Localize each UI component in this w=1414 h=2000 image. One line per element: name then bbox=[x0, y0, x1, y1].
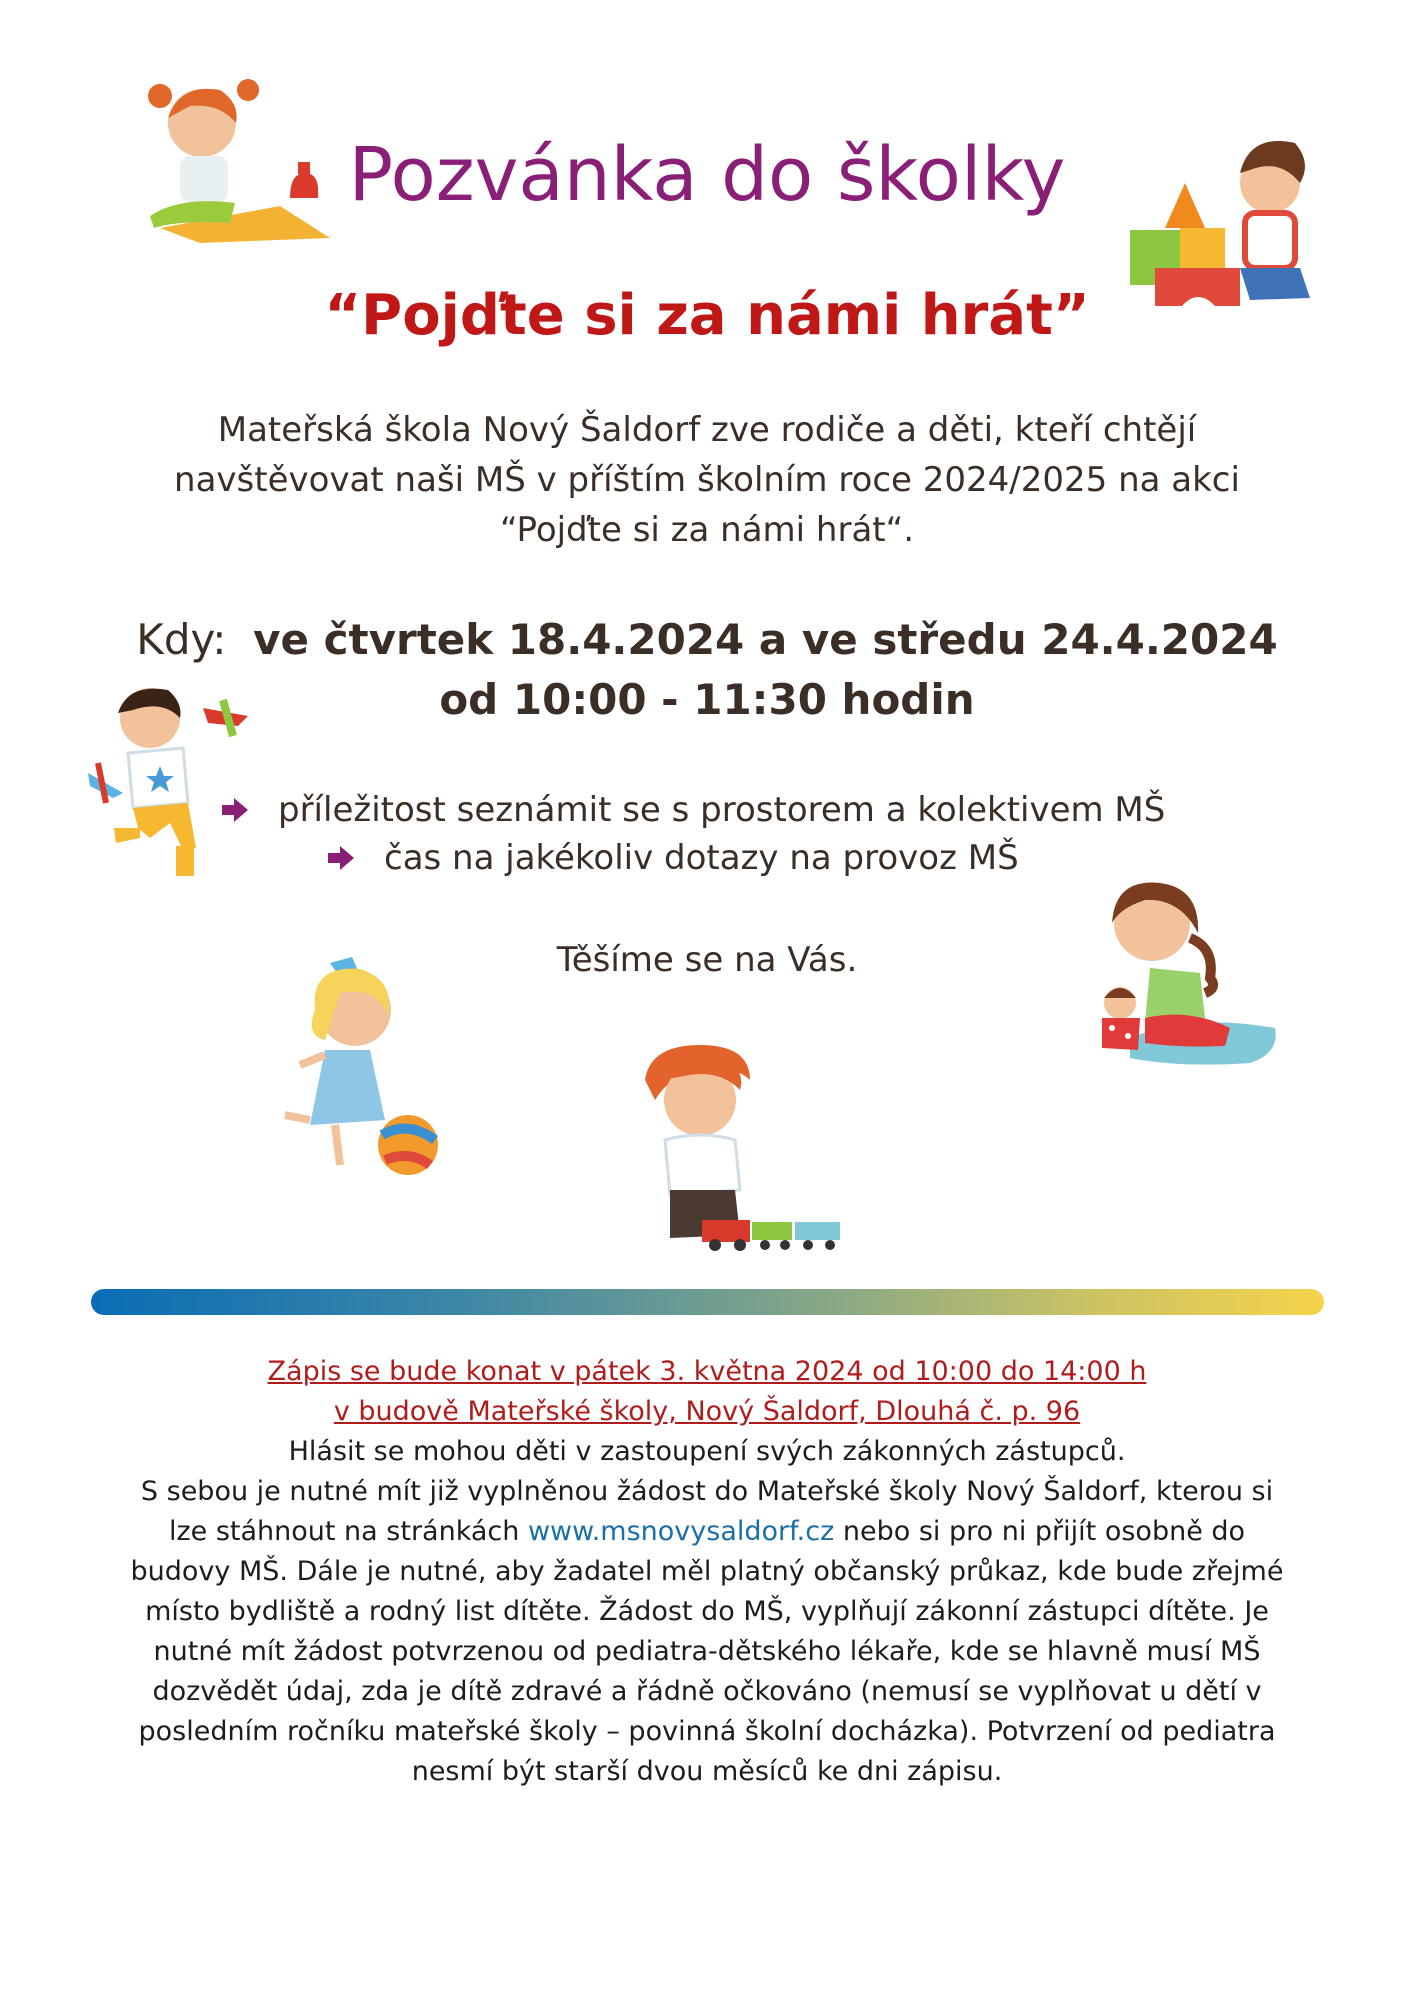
intro-line: Mateřská škola Nový Šaldorf zve rodiče a děti, kteří chtějí bbox=[217, 410, 1197, 450]
bullet-text: příležitost seznámit se s prostorem a kolektivem MŠ bbox=[278, 790, 1166, 830]
website-link[interactable]: www.msnovysaldorf.cz bbox=[527, 1516, 835, 1547]
registration-text-line: S sebou je nutné mít již vyplněnou žádost do Mateřské školy Nový Šaldorf, kterou si bbox=[140, 1476, 1274, 1507]
intro-line: “Pojďte si za námi hrát“. bbox=[499, 510, 915, 550]
arrow-right-icon bbox=[222, 798, 248, 822]
registration-text-line: lze stáhnout na stránkách www.msnovysaldorf.cz nebo si pro ni přijít osobně do bbox=[168, 1516, 1246, 1547]
boy-toy-train-illustration bbox=[640, 1040, 850, 1255]
registration-date: Zápis se bude konat v pátek 3. května 2024 od 10:00 do 14:00 h bbox=[267, 1356, 1147, 1387]
registration-text-line: budovy MŠ. Dále je nutné, aby žadatel měl platný občanský průkaz, kde bude zřejmé bbox=[130, 1556, 1284, 1587]
arrow-right-icon bbox=[328, 846, 354, 870]
event-when bbox=[0, 610, 1414, 730]
registration-text-line: Hlásit se mohou děti v zastoupení svých zákonných zástupců. bbox=[288, 1436, 1126, 1467]
event-subtitle: “Pojďte si za námi hrát” bbox=[324, 283, 1090, 348]
registration-info bbox=[120, 1352, 1294, 1792]
intro-paragraph bbox=[150, 405, 1264, 555]
greeting: Těšíme se na Vás. bbox=[556, 940, 858, 980]
girl-with-ball-illustration bbox=[270, 955, 445, 1185]
event-dates: ve čtvrtek 18.4.2024 a ve středu 24.4.2024 bbox=[253, 615, 1278, 664]
registration-text-line: nutné mít žádost potvrzenou od pediatra-dětského lékaře, kde se hlavně musí MŠ bbox=[153, 1636, 1261, 1667]
registration-text-line: dozvědět údaj, zda je dítě zdravé a řádně očkováno (nemusí se vyplňovat u dětí v bbox=[152, 1676, 1262, 1707]
page-title: Pozvánka do školky bbox=[348, 132, 1066, 218]
bullet-item bbox=[222, 790, 1165, 830]
bullet-item bbox=[328, 838, 1019, 878]
registration-text-line: místo bydliště a rodný list dítěte. Žádost do MŠ, vyplňují zákonní zástupci dítěte. Je bbox=[145, 1596, 1269, 1627]
intro-line: navštěvovat naši MŠ v příštím školním roce 2024/2025 na akci bbox=[174, 460, 1240, 500]
registration-place: v budově Mateřské školy, Nový Šaldorf, Dlouhá č. p. 96 bbox=[333, 1396, 1081, 1427]
gradient-divider bbox=[91, 1289, 1324, 1315]
event-time: od 10:00 - 11:30 hodin bbox=[439, 675, 975, 724]
event-dates-line bbox=[0, 610, 1414, 670]
registration-text-line: posledním ročníku mateřské školy – povinná školní docházka). Potvrzení od pediatra bbox=[138, 1716, 1276, 1747]
bullet-text: čas na jakékoliv dotazy na provoz MŠ bbox=[384, 838, 1019, 878]
registration-text-line: nesmí být starší dvou měsíců ke dni zápisu. bbox=[411, 1756, 1003, 1787]
when-label: Kdy: bbox=[136, 615, 227, 664]
